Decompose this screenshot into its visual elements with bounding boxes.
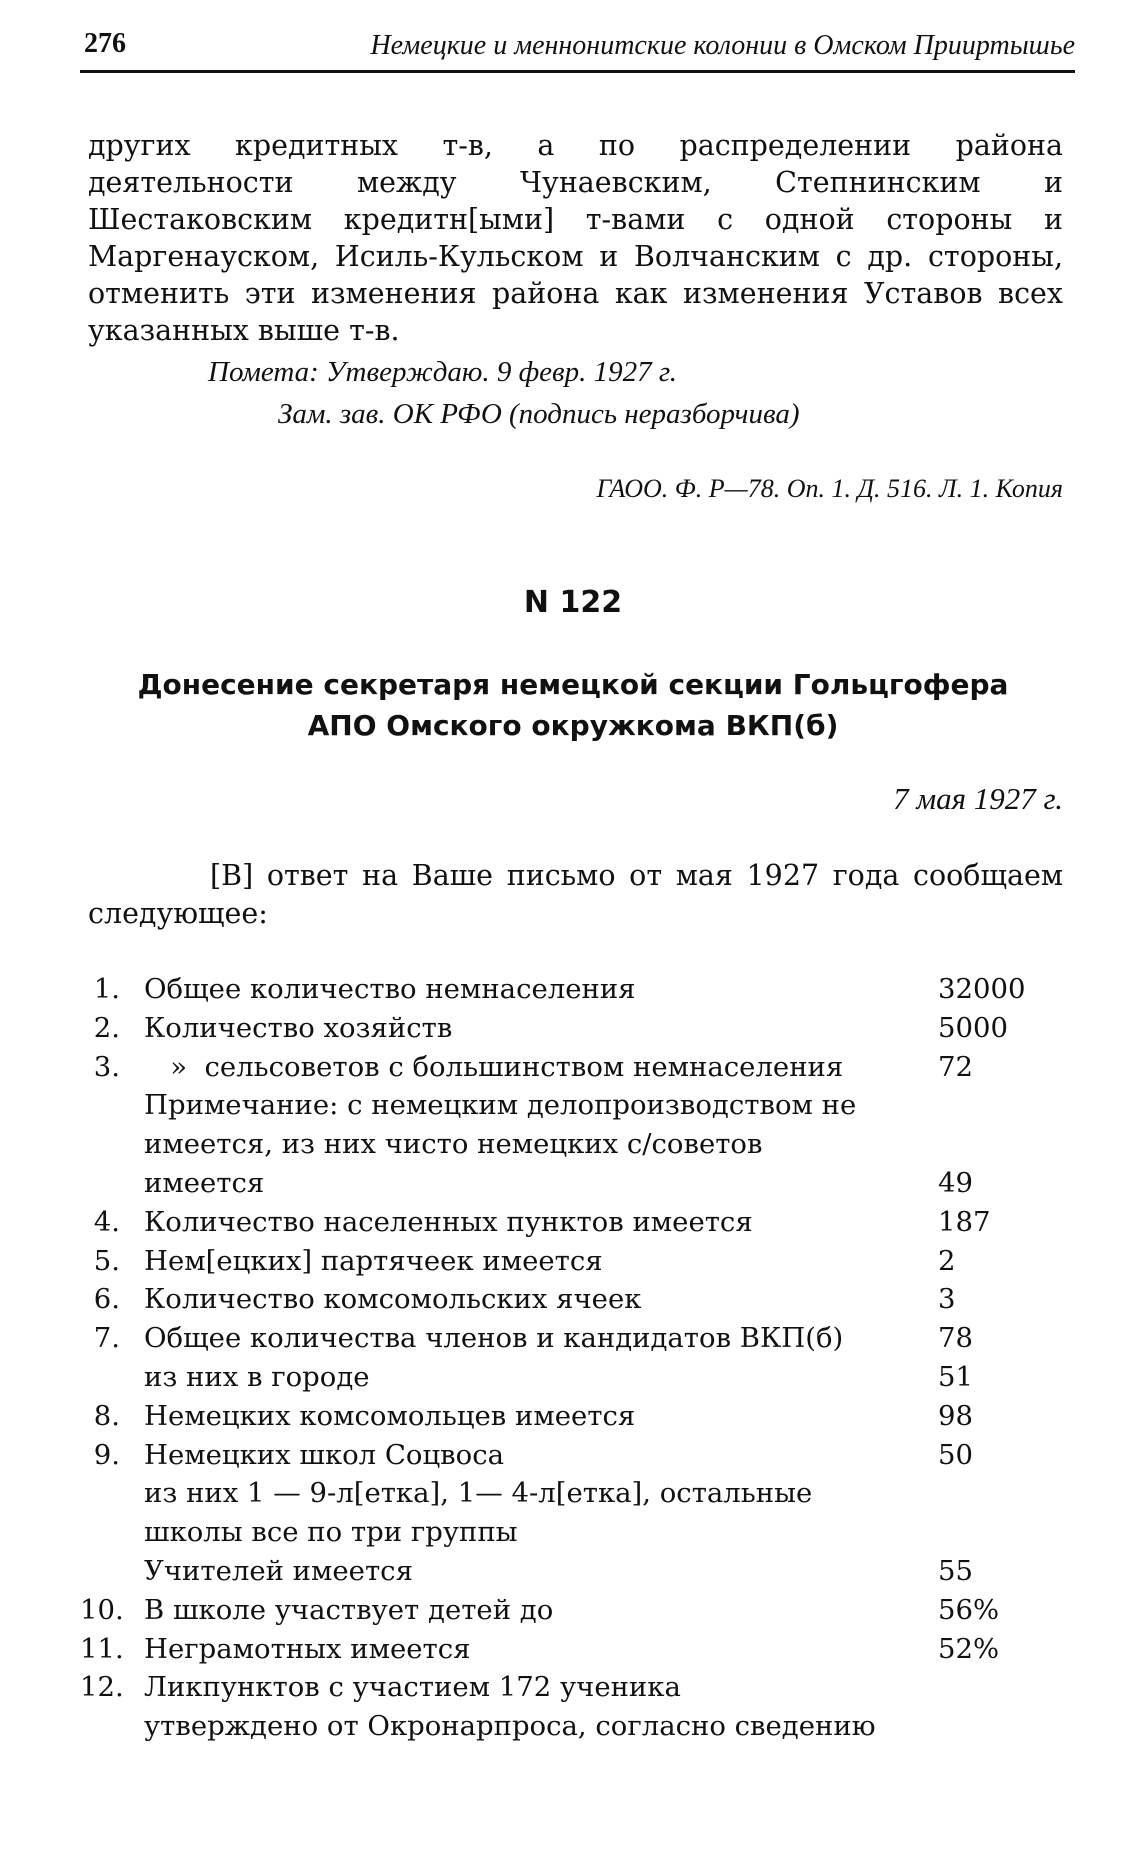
list-item (0, 1707, 1146, 1746)
continuation-paragraph: других кредитных т-в, а по распределении района деятельности между Чунаевским, Степнинским и Шестаковским кредитн[ыми] т-вами с одной стороны и Маргенауском, Исиль-Кульском и Волчанским с др. стороны, отменить эти изменения района как изменения Уставов всех указанных выше т-в. (88, 129, 1063, 347)
list-item (0, 1668, 1146, 1707)
item-text: Количество населенных пунктов имеется (144, 1205, 753, 1238)
list-item (0, 1125, 1146, 1164)
item-value: 32000 (938, 973, 1026, 1005)
document-date: 7 мая 1927 г. (893, 781, 1063, 816)
item-text: имеется, из них чисто немецких с/советов (144, 1128, 763, 1161)
item-number: 6. (93, 1283, 120, 1316)
item-text: Учителей имеется (144, 1554, 413, 1587)
item-text: Немецких школ Соцвоса (144, 1438, 505, 1471)
list-item (0, 1009, 1146, 1048)
item-value: 56% (938, 1593, 1000, 1626)
item-number: 7. (93, 1322, 120, 1355)
list-item (0, 1436, 1146, 1475)
item-number: 4. (93, 1205, 120, 1238)
item-text: Количество хозяйств (144, 1011, 453, 1044)
list-item (0, 1203, 1146, 1242)
list-item (0, 1397, 1146, 1436)
list-item (0, 1242, 1146, 1281)
item-value: 98 (938, 1399, 973, 1432)
item-number: 1. (93, 973, 120, 1005)
item-text: Ликпунктов с участием 172 ученика (144, 1671, 681, 1704)
list-item (0, 970, 1146, 1009)
item-value: 2 (938, 1244, 956, 1277)
page-number: 276 (84, 28, 126, 59)
item-text: » сельсоветов с большинством немнаселения (144, 1050, 844, 1083)
approval-note-line1: Помета: Утверждаю. 9 февр. 1927 г. (208, 356, 678, 388)
item-value: 51 (938, 1360, 973, 1393)
list-item (0, 1630, 1146, 1669)
item-number: 2. (93, 1011, 120, 1044)
list-item (0, 1319, 1146, 1358)
running-title: Немецкие и меннонитские колонии в Омском Прииртышье (370, 30, 1075, 61)
archive-reference: ГАОО. Ф. Р—78. Оп. 1. Д. 516. Л. 1. Копия (596, 474, 1063, 503)
statistics-list (0, 970, 1146, 1746)
item-value: 187 (938, 1205, 991, 1238)
item-text: школы все по три группы (144, 1516, 518, 1549)
running-header (80, 26, 1075, 73)
item-text: из них в городе (144, 1360, 370, 1393)
item-text: утверждено от Окронарпроса, согласно сведению (144, 1710, 876, 1743)
item-value: 49 (938, 1166, 973, 1199)
list-item (0, 1280, 1146, 1319)
item-text: Количество комсомольских ячеек (144, 1283, 642, 1316)
list-item (0, 1591, 1146, 1630)
list-item (0, 1552, 1146, 1591)
item-number: 3. (93, 1050, 120, 1083)
item-value: 3 (938, 1283, 956, 1316)
item-value: 50 (938, 1438, 973, 1471)
item-value: 78 (938, 1322, 973, 1355)
item-number: 11. (80, 1632, 124, 1665)
item-text: Общее количество немнаселения (144, 973, 636, 1005)
item-value: 55 (938, 1554, 973, 1587)
item-text: Нем[ецких] партячеек имеется (144, 1244, 603, 1277)
document-title-line1: Донесение секретаря немецкой секции Гольцгофера (137, 668, 1009, 701)
item-text: из них 1 — 9-л[етка], 1— 4-л[етка], остальные (144, 1477, 813, 1510)
list-item (0, 1048, 1146, 1087)
list-item (0, 1358, 1146, 1397)
intro-paragraph: [В] ответ на Ваше письмо от мая 1927 года сообщаем следующее: (88, 859, 1063, 930)
item-value: 5000 (938, 1011, 1008, 1044)
item-value: 52% (938, 1632, 1000, 1665)
document-title-line2: АПО Омского окружкома ВКП(б) (307, 709, 839, 742)
item-value: 72 (938, 1050, 973, 1083)
document-number: N 122 (523, 585, 623, 620)
item-number: 10. (80, 1593, 124, 1626)
list-item (0, 1513, 1146, 1552)
item-number: 9. (93, 1438, 120, 1471)
item-text: Примечание: с немецким делопроизводством не (144, 1089, 857, 1122)
item-text: Немецких комсомольцев имеется (144, 1399, 636, 1432)
list-item (0, 1164, 1146, 1203)
approval-note-line2: Зам. зав. ОК РФО (подпись неразборчива) (278, 398, 800, 430)
item-text: Общее количества членов и кандидатов ВКП(б) (144, 1322, 844, 1355)
item-number: 8. (93, 1399, 120, 1432)
item-text: Неграмотных имеется (144, 1632, 471, 1665)
item-number: 5. (93, 1244, 120, 1277)
item-number: 12. (80, 1671, 124, 1704)
list-item (0, 1474, 1146, 1513)
item-text: В школе участвует детей до (144, 1593, 554, 1626)
list-item (0, 1086, 1146, 1125)
document-title (100, 664, 1046, 746)
item-text: имеется (144, 1166, 265, 1199)
